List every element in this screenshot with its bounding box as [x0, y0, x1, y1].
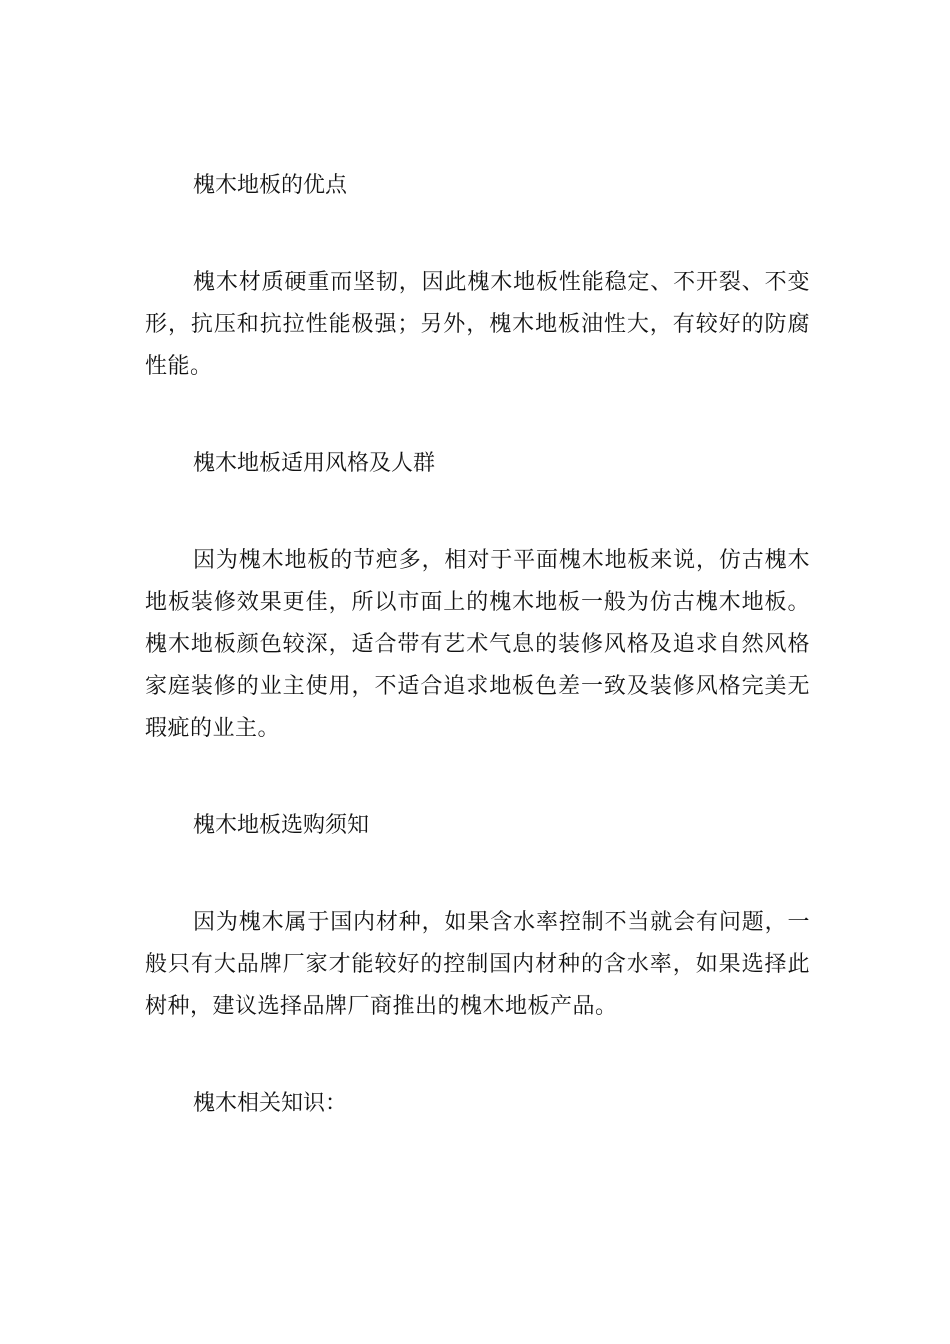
- section-heading-advantages: 槐木地板的优点: [193, 173, 348, 198]
- section-paragraph-buying-guide: 因为槐木属于国内材种，如果含水率控制不当就会有问题，一般只有大品牌厂家才能较好的控制国内材种的含水率，如果选择此树种，建议选择品牌厂商推出的槐木地板产品。: [145, 910, 810, 1019]
- section-heading-styles: 槐木地板适用风格及人群: [193, 451, 436, 476]
- section-heading-related-knowledge: 槐木相关知识：: [193, 1091, 348, 1116]
- section-paragraph-styles: 因为槐木地板的节疤多，相对于平面槐木地板来说，仿古槐木地板装修效果更佳，所以市面上的槐木地板一般为仿古槐木地板。槐木地板颜色较深，适合带有艺术气息的装修风格及追求自然风格家庭装修的业主使用，不适合追求地板色差一致及装修风格完美无瑕疵的业主。: [145, 548, 810, 741]
- section-paragraph-advantages: 槐木材质硬重而坚韧，因此槐木地板性能稳定、不开裂、不变形，抗压和抗拉性能极强；另外，槐木地板油性大，有较好的防腐性能。: [145, 270, 810, 379]
- section-heading-buying-guide: 槐木地板选购须知: [193, 813, 370, 838]
- document-page: [145, 168, 810, 1122]
